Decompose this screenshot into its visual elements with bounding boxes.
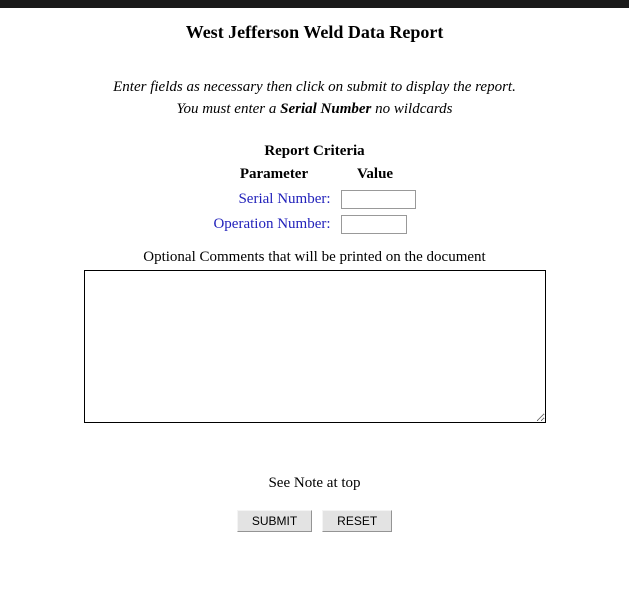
column-header-parameter: Parameter <box>239 165 309 182</box>
page-title: West Jefferson Weld Data Report <box>185 22 444 42</box>
operation-number-label: Operation Number: <box>213 215 331 232</box>
instructions-line-2-suffix: no wildcards <box>371 100 453 117</box>
operation-number-input[interactable] <box>341 215 407 234</box>
serial-number-label: Serial Number: <box>238 190 331 207</box>
instructions-line-1: Enter fields as necessary then click on submit to display the report. <box>113 79 516 95</box>
note-text: See Note at top <box>268 474 361 491</box>
instructions-line-2 <box>0 99 629 121</box>
form-buttons <box>0 510 629 532</box>
serial-number-cell <box>335 187 416 212</box>
instructions-text <box>0 77 629 121</box>
browser-top-bar <box>0 0 629 8</box>
serial-number-input[interactable] <box>341 190 416 209</box>
reset-button[interactable]: RESET <box>322 510 392 532</box>
table-row <box>213 212 415 237</box>
comments-textarea[interactable] <box>84 270 546 423</box>
comments-label: Optional Comments that will be printed on the document <box>143 248 486 265</box>
report-form-page <box>0 22 629 532</box>
instructions-line-2-prefix: You must enter a <box>176 100 281 117</box>
operation-number-cell <box>335 212 416 237</box>
report-criteria-table <box>213 166 415 237</box>
column-header-value: Value <box>356 165 394 182</box>
table-header-row <box>213 166 415 187</box>
submit-button[interactable]: SUBMIT <box>237 510 312 532</box>
report-criteria-heading: Report Criteria <box>264 142 365 159</box>
table-row <box>213 187 415 212</box>
instructions-line-2-emphasis: Serial Number <box>280 100 372 117</box>
comments-area-wrapper <box>0 270 629 423</box>
